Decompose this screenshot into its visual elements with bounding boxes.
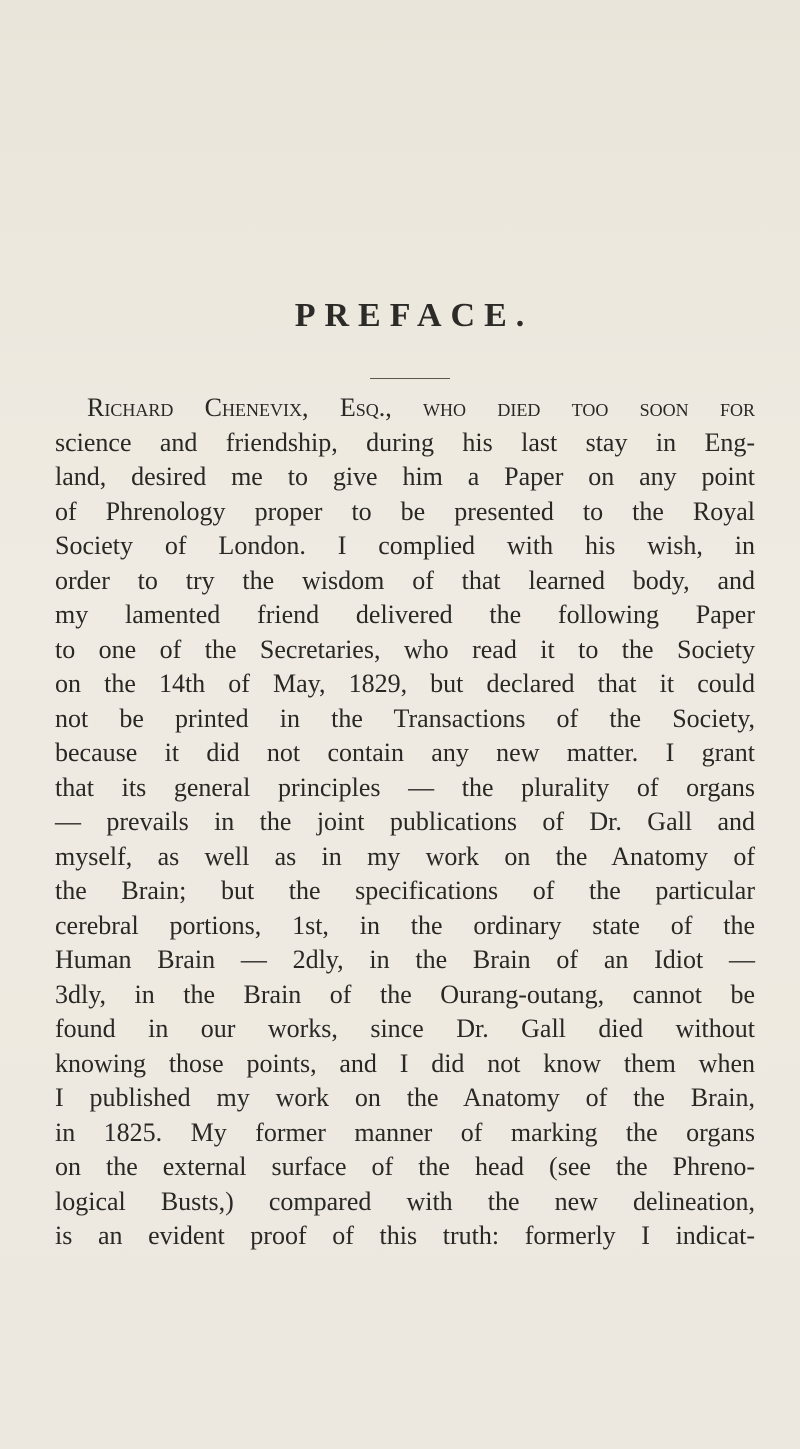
text-line: knowing those points, and I did not know them when xyxy=(55,1048,755,1078)
text-line: cerebral portions, 1st, in the ordinary state of the xyxy=(55,910,755,940)
text-line: on the 14th of May, 1829, but declared that it could xyxy=(55,669,755,698)
text-line: the Brain; but the specifications of the particular xyxy=(55,876,755,905)
text-line: Richard Chenevix, Esq., who died too soon for xyxy=(87,393,755,422)
preface-paragraph xyxy=(55,391,755,1254)
text-line: logical Busts,) compared with the new delineation, xyxy=(55,1186,755,1216)
text-line: found in our works, since Dr. Gall died without xyxy=(55,1014,755,1043)
text-line: I published my work on the Anatomy of the Brain, xyxy=(55,1083,755,1112)
title-rule xyxy=(370,378,450,379)
text-line: that its general principles — the plurality of organs xyxy=(55,772,755,802)
text-line: on the external surface of the head (see the Phreno- xyxy=(55,1152,755,1181)
text-line: because it did not contain any new matter. I grant xyxy=(55,738,755,767)
text-line: to one of the Secretaries, who read it to the Society xyxy=(55,634,755,664)
text-line: 3dly, in the Brain of the Ourang-outang, cannot be xyxy=(55,979,755,1009)
text-line: in 1825. My former manner of marking the organs xyxy=(55,1117,755,1147)
text-line: is an evident proof of this truth: formerly I indicat- xyxy=(55,1221,755,1250)
text-line: land, desired me to give him a Paper on any point xyxy=(55,462,755,491)
text-line: of Phrenology proper to be presented to the Royal xyxy=(55,496,755,526)
text-line: — prevails in the joint publications of Dr. Gall and xyxy=(55,807,755,836)
text-line: my lamented friend delivered the following Paper xyxy=(55,600,755,629)
text-line: not be printed in the Transactions of the Society, xyxy=(55,703,755,733)
text-line: Society of London. I complied with his wish, in xyxy=(55,531,755,560)
text-line: order to try the wisdom of that learned body, and xyxy=(55,565,755,595)
page-title: PREFACE. xyxy=(294,297,534,334)
text-line: myself, as well as in my work on the Anatomy of xyxy=(55,841,755,871)
text-line: science and friendship, during his last stay in Eng- xyxy=(55,427,755,457)
text-line: Human Brain — 2dly, in the Brain of an Idiot — xyxy=(55,945,755,974)
